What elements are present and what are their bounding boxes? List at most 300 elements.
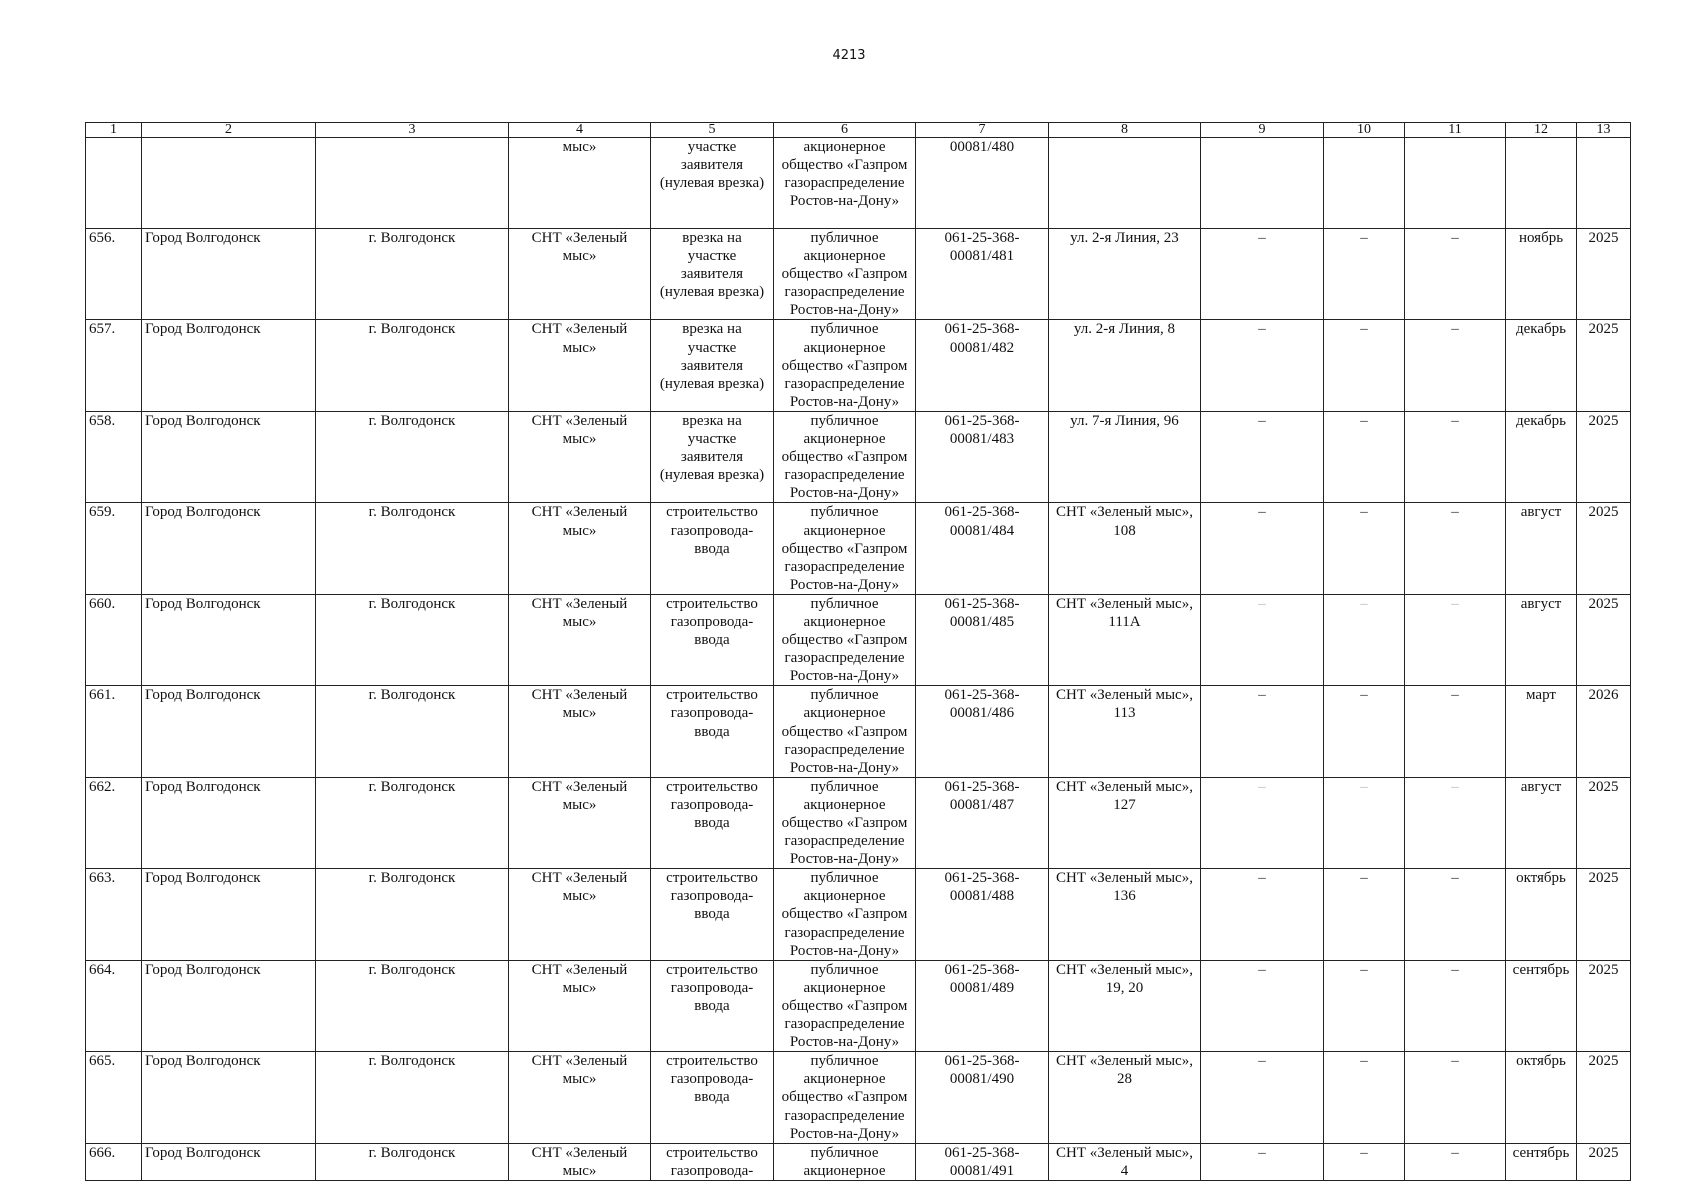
column-header: 8 [1049,123,1201,138]
cell-month [1506,229,1577,320]
cell-town-text: г. Волгодонск [368,961,456,978]
organization-text: мыс» [562,139,597,155]
cell-col10 [1324,411,1405,502]
cell-year-text: 2025 [1588,778,1619,795]
cell-organization [509,320,651,411]
cell-year [1577,960,1631,1051]
cell-col9 [1201,503,1324,594]
cell-work-type [651,777,774,868]
cell-town-text: г. Волгодонск [368,412,456,429]
cell-month-text: октябрь [1516,870,1566,887]
cell-month-text: декабрь [1516,412,1566,429]
cell-col9 [1201,777,1324,868]
cell-month-text: август [1520,595,1562,612]
cell-document-text: 061-25-368- 00081/486 [944,687,1020,722]
cell-work-type [651,320,774,411]
cell-col9 [1201,594,1324,685]
cell-year-text: 2025 [1588,1053,1619,1070]
cell-town-text: г. Волгодонск [368,687,456,704]
cell-company [774,777,916,868]
cell-number [86,960,142,1051]
cell-col11 [1405,320,1506,411]
cell-col10-text: – [1360,687,1368,704]
cell-month-text: август [1520,504,1562,521]
cell-company-text: публичное акционерное общество «Газпром газораспределение Ростов-на-Дону» [781,504,908,593]
cell-document [916,1052,1049,1143]
cell-document-text: 061-25-368- 00081/482 [944,321,1020,356]
cell-col11 [1405,1143,1506,1180]
cell-district-text: Город Волгодонск [145,961,261,978]
cell-address [1049,503,1201,594]
cell-document [916,320,1049,411]
cell-month-text: сентябрь [1512,961,1570,978]
cell-number [86,411,142,502]
cell-document [916,686,1049,777]
continued-row [86,138,1631,229]
cell-document [916,503,1049,594]
cell-col11 [1405,777,1506,868]
cell-district-text: Город Волгодонск [145,1053,261,1070]
cell-town [316,503,509,594]
cell-col9-text: – [1258,504,1266,521]
cell-col9 [1201,1052,1324,1143]
cell-document-text: 061-25-368- 00081/487 [944,778,1020,813]
cell-month [1506,960,1577,1051]
cell-address-text: СНТ «Зеленый мыс», 28 [1056,1053,1193,1088]
column-header: 4 [509,123,651,138]
cell-town-text: г. Волгодонск [368,321,456,338]
cell-col9-text: – [1258,230,1266,246]
cell-company [774,960,916,1051]
cell-company-text: публичное акционерное общество «Газпром газораспределение Ростов-на-Дону» [781,412,908,502]
cell-col10 [1324,960,1405,1051]
cell-number-text: 663. [89,870,116,887]
cell-town-text: г. Волгодонск [368,1053,456,1070]
cell-district-text: Город Волгодонск [145,778,261,795]
cell-number [86,869,142,960]
cell-address-text: СНТ «Зеленый мыс», 19, 20 [1056,961,1193,996]
cell-month [1506,503,1577,594]
cell-organization-text: СНТ «Зеленый мыс» [531,504,628,539]
cell-month-text: ноябрь [1518,230,1564,246]
cell-document [916,229,1049,320]
column-header: 9 [1201,123,1324,138]
cell-company [774,869,916,960]
table-row [86,411,1631,502]
cell-address-text: СНТ «Зеленый мыс», 127 [1056,778,1193,813]
cell-number [86,138,142,229]
cell-col11-text: – [1451,595,1459,612]
cell-address [1049,594,1201,685]
cell-number-text: 658. [89,412,116,429]
cell-col10 [1324,138,1405,229]
cell-year [1577,320,1631,411]
cell-town-text: г. Волгодонск [368,504,456,521]
cell-company [774,594,916,685]
cell-company-text: публичное акционерное общество «Газпром газораспределение Ростов-на-Дону» [781,687,908,776]
cell-year [1577,1143,1631,1180]
cell-col10-text: – [1360,321,1368,338]
cell-company-text: публичное акционерное общество «Газпром газораспределение Ростов-на-Дону» [781,778,908,868]
cell-col11 [1405,138,1506,229]
cell-address [1049,686,1201,777]
cell-col10 [1324,229,1405,320]
cell-organization [509,869,651,960]
cell-organization [509,411,651,502]
cell-district [142,411,316,502]
cell-address [1049,1052,1201,1143]
column-header: 6 [774,123,916,138]
cell-col11-text: – [1451,687,1459,704]
cell-district-text: Город Волгодонск [145,595,261,612]
cell-col10 [1324,869,1405,960]
cell-company [774,229,916,320]
cell-col10-text: – [1360,230,1368,246]
cell-col11 [1405,869,1506,960]
cell-col11 [1405,503,1506,594]
cell-document-text: 061-25-368- 00081/481 [944,230,1020,265]
cell-organization [509,960,651,1051]
cell-work-type [651,411,774,502]
cell-col9 [1201,138,1324,229]
cell-year-text: 2025 [1588,961,1619,978]
cell-month [1506,686,1577,777]
cell-organization-text: СНТ «Зеленый мыс» [531,321,628,356]
cell-number-text: 659. [89,504,116,521]
cell-address-text: ул. 2-я Линия, 8 [1073,321,1176,338]
cell-company-text: публичное акционерное общество «Газпром газораспределение Ростов-на-Дону» [781,870,908,959]
cell-work-type-text: врезка на участке заявителя (нулевая врезка) [659,321,765,392]
cell-address-text: СНТ «Зеленый мыс», 111А [1056,595,1193,630]
cell-organization [509,777,651,868]
cell-col10-text: – [1360,961,1368,978]
cell-col10-text: – [1360,595,1368,612]
cell-document-text: 061-25-368- 00081/488 [944,870,1020,905]
cell-organization-text: СНТ «Зеленый мыс» [531,687,628,722]
cell-month-text: декабрь [1516,321,1566,338]
cell-work-type [651,960,774,1051]
cell-col9-text: – [1258,412,1266,429]
cell-document [916,138,1049,229]
table-row [86,1052,1631,1143]
cell-document [916,411,1049,502]
cell-address-text: СНТ «Зеленый мыс», 136 [1056,870,1193,905]
cell-address [1049,1143,1201,1180]
cell-month [1506,138,1577,229]
cell-year [1577,686,1631,777]
table-row [86,869,1631,960]
cell-work-type-text: строительство газопровода- ввода [666,870,758,923]
cell-organization [509,503,651,594]
register-table [85,122,1631,1181]
cell-town [316,411,509,502]
cell-month-text: август [1520,778,1562,795]
cell-col11 [1405,229,1506,320]
cell-address-text: ул. 7-я Линия, 96 [1070,412,1179,429]
cell-month [1506,594,1577,685]
cell-year [1577,229,1631,320]
cell-district [142,1052,316,1143]
cell-town [316,320,509,411]
cell-col10 [1324,594,1405,685]
cell-district [142,138,316,229]
cell-col9 [1201,960,1324,1051]
cell-col9-text: – [1258,961,1266,978]
cell-district [142,869,316,960]
cell-town [316,138,509,229]
cell-town [316,1143,509,1180]
cell-organization-text: СНТ «Зеленый мыс» [531,870,628,905]
cell-address [1049,229,1201,320]
cell-organization [509,1143,651,1180]
cell-work-type-text: строительство газопровода- ввода [666,687,758,740]
cell-col11 [1405,1052,1506,1143]
cell-col10 [1324,777,1405,868]
cell-document-text: 061-25-368- 00081/483 [944,412,1020,448]
cell-col10 [1324,320,1405,411]
cell-company-text: публичное акционерное общество «Газпром газораспределение Ростов-на-Дону» [781,230,908,319]
cell-company [774,1143,916,1180]
cell-col11-text: – [1451,870,1459,887]
cell-col9 [1201,411,1324,502]
cell-year-text: 2025 [1588,321,1619,338]
table-row [86,1143,1631,1180]
cell-work-type [651,1143,774,1180]
cell-number [86,777,142,868]
cell-col9-text: – [1258,595,1266,612]
cell-number [86,594,142,685]
cell-organization [509,1052,651,1143]
cell-month [1506,411,1577,502]
cell-town-text: г. Волгодонск [368,595,456,612]
cell-district [142,960,316,1051]
cell-town [316,686,509,777]
cell-district-text: Город Волгодонск [145,687,261,704]
cell-work-type-text: врезка на участке заявителя (нулевая врезка) [659,230,765,301]
cell-month-text: сентябрь [1512,1144,1570,1161]
cell-district-text: Город Волгодонск [145,870,261,887]
column-header: 1 [86,123,142,138]
cell-document-text: 061-25-368- 00081/489 [944,961,1020,996]
cell-col9 [1201,1143,1324,1180]
cell-number [86,1052,142,1143]
cell-col11-text: – [1451,1144,1459,1161]
cell-company [774,411,916,502]
cell-company-text: публичное акционерное общество «Газпром газораспределение Ростов-на-Дону» [781,321,908,410]
cell-col11-text: – [1451,504,1459,521]
cell-work-type [651,686,774,777]
cell-year [1577,138,1631,229]
cell-month [1506,777,1577,868]
cell-organization-text: СНТ «Зеленый мыс» [531,412,628,448]
column-header: 12 [1506,123,1577,138]
cell-col11-text: – [1451,961,1459,978]
cell-company-text: публичное акционерное общество «Газпром газораспределение Ростов-на-Дону» [781,961,908,1051]
column-header: 10 [1324,123,1405,138]
cell-number-text: 660. [89,595,116,612]
cell-year [1577,777,1631,868]
cell-number [86,686,142,777]
cell-col9-text: – [1258,1144,1266,1161]
cell-col11 [1405,594,1506,685]
cell-organization-text: СНТ «Зеленый мыс» [531,230,628,265]
cell-col11 [1405,686,1506,777]
cell-company [774,1052,916,1143]
cell-number-text: 661. [89,687,116,704]
cell-address-text: СНТ «Зеленый мыс», 113 [1056,687,1193,722]
cell-work-type [651,503,774,594]
cell-work-type-text: строительство газопровода- [666,1144,758,1179]
cell-work-type [651,594,774,685]
cell-document-text: 061-25-368- 00081/485 [944,595,1020,630]
cell-col10 [1324,1143,1405,1180]
cell-month [1506,320,1577,411]
cell-col9 [1201,229,1324,320]
cell-district [142,503,316,594]
cell-col11-text: – [1451,321,1459,338]
cell-col9-text: – [1258,1053,1266,1070]
cell-month-text: октябрь [1516,1053,1566,1070]
cell-company [774,503,916,594]
cell-col11-text: – [1451,1053,1459,1070]
cell-work-type-text: строительство газопровода- ввода [666,1053,758,1106]
cell-organization-text: СНТ «Зеленый мыс» [531,1144,628,1179]
cell-town [316,594,509,685]
cell-company-text: публичное акционерное общество «Газпром газораспределение Ростов-на-Дону» [781,1053,908,1142]
cell-col9 [1201,686,1324,777]
table-row [86,960,1631,1051]
cell-district-text: Город Волгодонск [145,230,261,246]
cell-address-text: ул. 2-я Линия, 23 [1070,230,1179,246]
cell-town [316,869,509,960]
cell-work-type [651,229,774,320]
cell-district [142,229,316,320]
cell-work-type-text: строительство газопровода- ввода [666,504,758,557]
cell-col10-text: – [1360,412,1368,429]
cell-document-text: 061-25-368- 00081/491 [944,1144,1020,1179]
cell-document [916,1143,1049,1180]
column-header: 7 [916,123,1049,138]
cell-col9-text: – [1258,870,1266,887]
cell-address [1049,960,1201,1051]
cell-document [916,960,1049,1051]
table-row [86,686,1631,777]
cell-number-text: 657. [89,321,116,338]
cell-document-text: 061-25-368- 00081/484 [944,504,1020,539]
table-row [86,777,1631,868]
cell-month [1506,1052,1577,1143]
cell-col10-text: – [1360,870,1368,887]
cell-district-text: Город Волгодонск [145,504,261,521]
page-number: 4213 [832,48,866,63]
cell-district-text: Город Волгодонск [145,321,261,338]
cell-district-text: Город Волгодонск [145,412,261,429]
cell-organization [509,686,651,777]
cell-town-text: г. Волгодонск [368,1144,456,1161]
cell-work-type-text: врезка на участке заявителя (нулевая врезка) [659,412,765,484]
work-type-text: участке заявителя (нулевая врезка) [659,139,765,192]
column-header: 11 [1405,123,1506,138]
cell-col10-text: – [1360,778,1368,795]
column-header: 3 [316,123,509,138]
cell-year-text: 2025 [1588,595,1619,612]
cell-number [86,229,142,320]
table-row [86,229,1631,320]
cell-document [916,594,1049,685]
cell-col10 [1324,503,1405,594]
cell-address [1049,411,1201,502]
table-row [86,503,1631,594]
cell-number-text: 662. [89,778,116,795]
cell-col9-text: – [1258,687,1266,704]
cell-document [916,869,1049,960]
cell-document-text: 061-25-368- 00081/490 [944,1053,1020,1088]
cell-company [774,138,916,229]
column-header: 13 [1577,123,1631,138]
table-row [86,594,1631,685]
cell-organization [509,229,651,320]
cell-year-text: 2026 [1588,687,1619,704]
cell-address [1049,320,1201,411]
cell-col9-text: – [1258,778,1266,795]
cell-address [1049,777,1201,868]
cell-col10-text: – [1360,504,1368,521]
column-header: 5 [651,123,774,138]
cell-town [316,1052,509,1143]
cell-year [1577,503,1631,594]
cell-col10-text: – [1360,1053,1368,1070]
cell-month [1506,1143,1577,1180]
cell-district [142,320,316,411]
cell-number-text: 666. [89,1144,116,1161]
cell-col10-text: – [1360,1144,1368,1161]
cell-company-text: публичное акционерное общество «Газпром газораспределение Ростов-на-Дону» [781,595,908,685]
cell-town-text: г. Волгодонск [368,230,456,246]
cell-address-text: СНТ «Зеленый мыс», 108 [1056,504,1193,539]
cell-col11-text: – [1451,412,1459,429]
cell-work-type-text: строительство газопровода- ввода [666,961,758,1014]
document-text: 00081/480 [949,139,1015,155]
table-row [86,320,1631,411]
cell-number [86,503,142,594]
cell-work-type [651,869,774,960]
cell-organization-text: СНТ «Зеленый мыс» [531,595,628,630]
cell-town [316,960,509,1051]
cell-month [1506,869,1577,960]
cell-month-text: март [1526,687,1556,704]
cell-col11-text: – [1451,230,1459,246]
cell-company [774,320,916,411]
cell-work-type-text: строительство газопровода- ввода [666,595,758,649]
cell-number-text: 665. [89,1053,116,1070]
company-text: акционерное общество «Газпром газораспределение Ростов-на-Дону» [781,139,908,210]
cell-organization [509,138,651,229]
cell-year-text: 2025 [1588,412,1619,429]
cell-organization-text: СНТ «Зеленый мыс» [531,778,628,813]
cell-year [1577,1052,1631,1143]
cell-district [142,594,316,685]
cell-organization-text: СНТ «Зеленый мыс» [531,961,628,996]
cell-town-text: г. Волгодонск [368,778,456,795]
cell-year-text: 2025 [1588,870,1619,887]
cell-year [1577,594,1631,685]
cell-col11-text: – [1451,778,1459,795]
cell-document [916,777,1049,868]
cell-organization [509,594,651,685]
cell-work-type [651,1052,774,1143]
cell-number-text: 664. [89,961,116,978]
cell-address-text: СНТ «Зеленый мыс», 4 [1056,1144,1193,1179]
